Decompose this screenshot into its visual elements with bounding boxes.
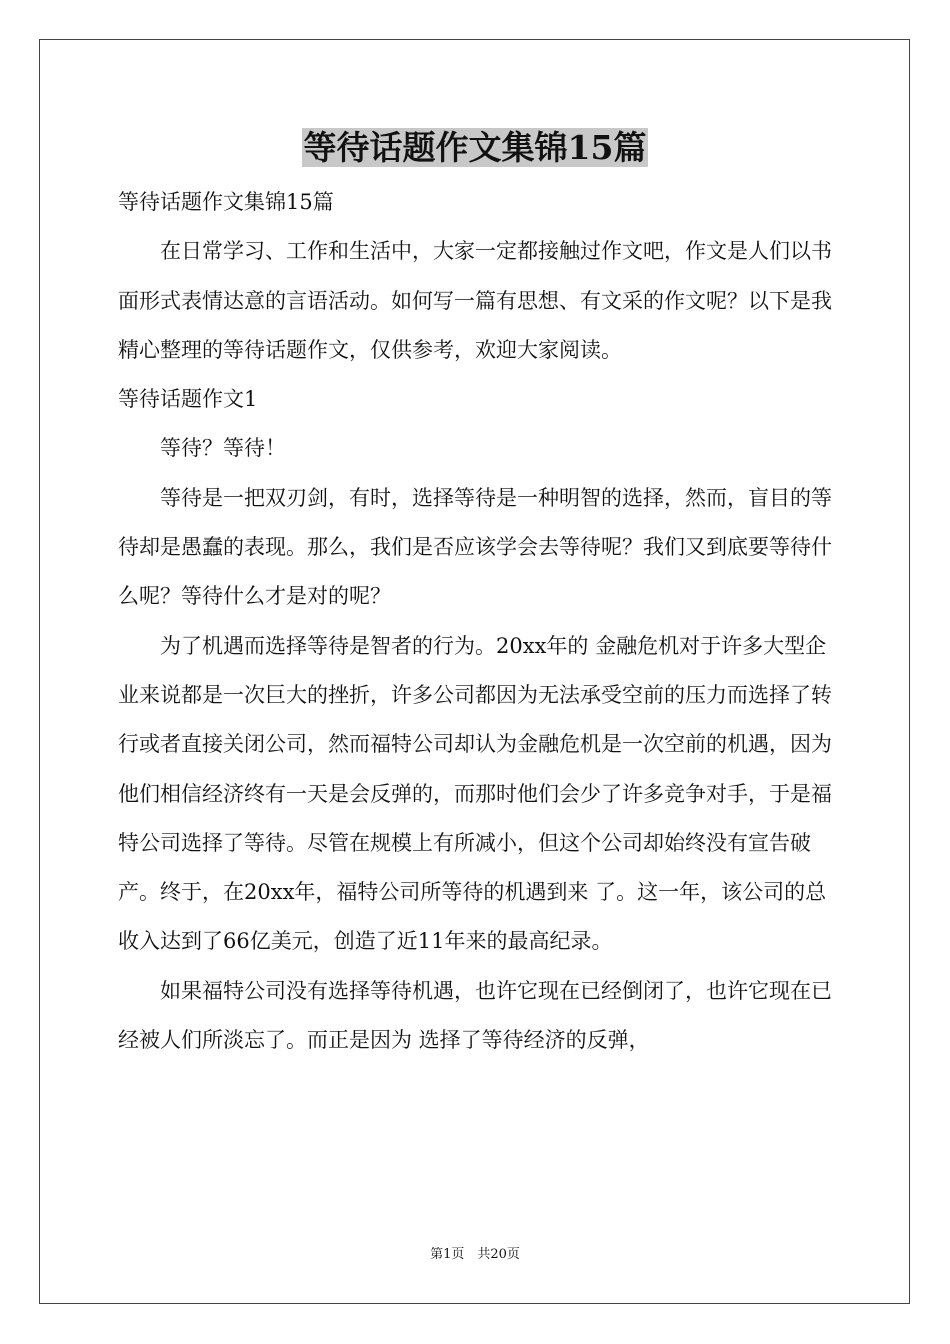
page-footer: 第1页 共20页 — [430, 1247, 520, 1262]
body-paragraph: 为了机遇而选择等待是智者的行为。20xx年的 金融危机对于许多大型企业来说都是一次巨大的挫折，许多公司都因为无法承受空前的压力而选择了转行或者直接关闭公司，然而福特公司却认为金融危机是一次空前的机遇，因为他们相信经济终有一天是会反弹的，而那时他们会少了许多竞争对手，于是福特公司选择了等待。尽管在规模上有所减小，但这个公司却始终没有宣告破产。终于，在20xx年，福特公司所等待的机遇到来 了。这一年，该公司的总收入达到了66亿美元，创造了近11年来的最高纪录。 — [118, 633, 832, 954]
section-heading: 等待话题作文1 — [118, 387, 258, 412]
document-title — [0, 126, 950, 170]
intro-paragraph: 在日常学习、工作和生活中，大家一定都接触过作文吧，作文是人们以书面形式表情达意的言语活动。如何写一篇有思想、有文采的作文呢？以下是我精心整理的等待话题作文，仅供参考，欢迎大家阅读。 — [118, 239, 832, 362]
essay-title-paragraph: 等待？等待！ — [160, 436, 286, 461]
subtitle-paragraph: 等待话题作文集锦15篇 — [118, 190, 334, 214]
document-title-text: 等待话题作文集锦15篇 — [303, 128, 647, 167]
body-paragraph: 如果福特公司没有选择等待机遇，也许它现在已经倒闭了，也许它现在已经被人们所淡忘了。而正是因为 选择了等待经济的反弹， — [118, 978, 832, 1053]
body-paragraph: 等待是一把双刃剑，有时，选择等待是一种明智的选择，然而，盲目的等待却是愚蠢的表现。那么，我们是否应该学会去等待呢？我们又到底要等待什么呢？等待什么才是对的呢？ — [118, 485, 832, 609]
document-body — [118, 178, 840, 1065]
